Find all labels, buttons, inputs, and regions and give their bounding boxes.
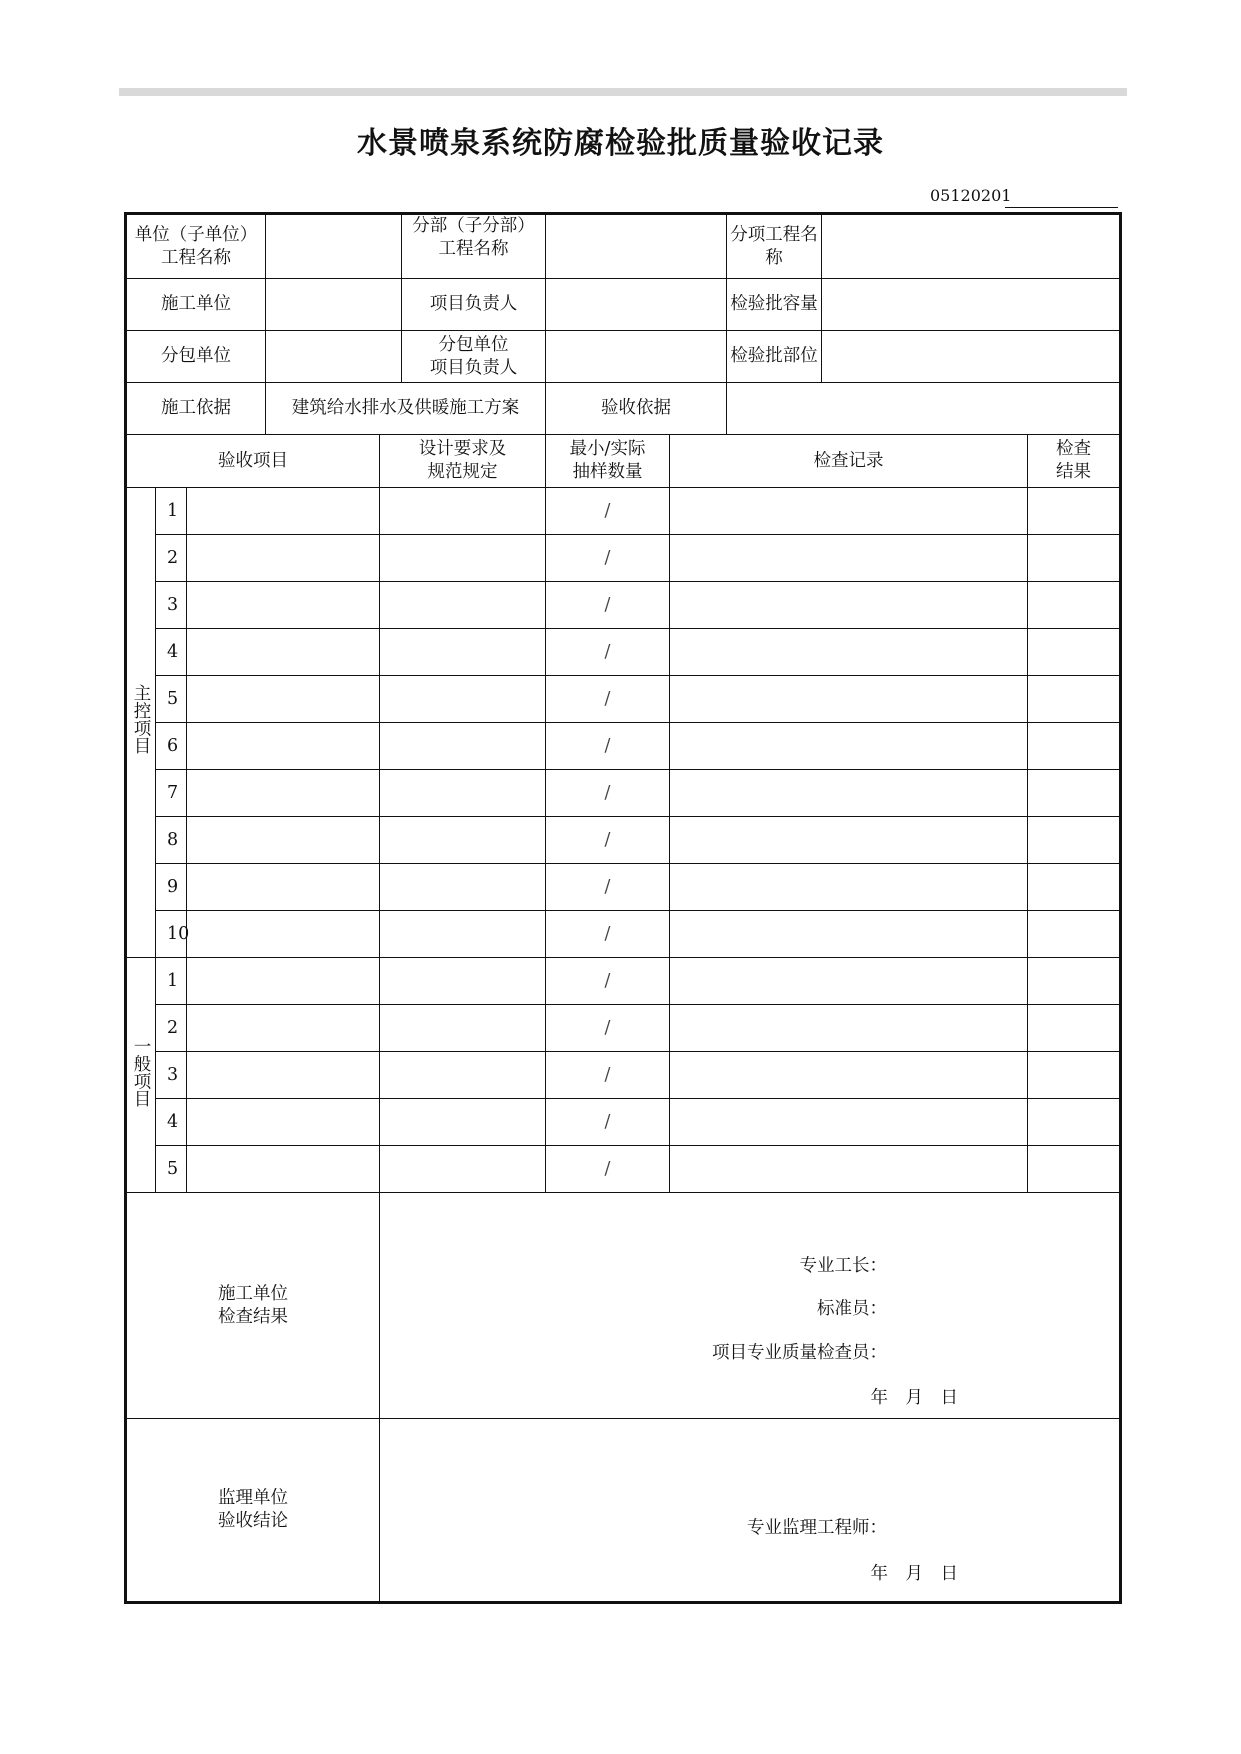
design-cell[interactable] (380, 864, 546, 911)
item-cell[interactable] (187, 676, 380, 723)
design-cell[interactable] (380, 582, 546, 629)
record-cell[interactable] (670, 911, 1028, 958)
result-cell[interactable] (1028, 958, 1121, 1005)
record-cell[interactable] (670, 770, 1028, 817)
sub-manager-label: 分包单位 项目负责人 (402, 331, 546, 383)
row-index: 8 (156, 817, 187, 864)
design-cell[interactable] (380, 676, 546, 723)
item-cell[interactable] (187, 535, 380, 582)
result-cell[interactable] (1028, 488, 1121, 535)
item-cell[interactable] (187, 864, 380, 911)
sample-cell[interactable]: / (546, 770, 670, 817)
row-index: 2 (156, 535, 187, 582)
design-cell[interactable] (380, 911, 546, 958)
item-cell[interactable] (187, 1052, 380, 1099)
table-row (126, 488, 1121, 535)
record-cell[interactable] (670, 629, 1028, 676)
result-cell[interactable] (1028, 1005, 1121, 1052)
result-cell[interactable] (1028, 723, 1121, 770)
sample-cell[interactable]: / (546, 1099, 670, 1146)
row-index: 3 (156, 582, 187, 629)
supervising-engineer-label: 专业监理工程师： (747, 1518, 887, 1538)
unit-project-value[interactable] (266, 214, 402, 279)
result-cell[interactable] (1028, 770, 1121, 817)
top-rule (119, 88, 1127, 96)
record-cell[interactable] (670, 488, 1028, 535)
column-item: 验收项目 (126, 435, 380, 488)
row-index: 1 (156, 958, 187, 1005)
inspection-form (124, 212, 1122, 1604)
sample-cell[interactable]: / (546, 629, 670, 676)
item-cell[interactable] (187, 911, 380, 958)
item-cell[interactable] (187, 958, 380, 1005)
result-cell[interactable] (1028, 864, 1121, 911)
record-cell[interactable] (670, 1146, 1028, 1193)
contractor-value[interactable] (266, 279, 402, 331)
unit-project-label: 单位（子单位） 工程名称 (126, 214, 266, 279)
design-cell[interactable] (380, 488, 546, 535)
form-code: 05120201 (930, 186, 1012, 205)
column-design: 设计要求及 规范规定 (380, 435, 546, 488)
result-cell[interactable] (1028, 582, 1121, 629)
table-row (126, 1005, 1121, 1052)
batch-location-label: 检验批部位 (727, 331, 822, 383)
foreman-label: 专业工长： (799, 1256, 887, 1276)
sample-cell[interactable]: / (546, 535, 670, 582)
row-index: 4 (156, 629, 187, 676)
sample-cell[interactable]: / (546, 1005, 670, 1052)
column-result: 检查 结果 (1028, 435, 1121, 488)
record-cell[interactable] (670, 535, 1028, 582)
supervisor-check-area[interactable] (380, 1419, 1121, 1603)
item-cell[interactable] (187, 582, 380, 629)
sample-cell[interactable]: / (546, 864, 670, 911)
form-code-underline (1005, 207, 1118, 208)
table-row (126, 1146, 1121, 1193)
construction-basis-value: 建筑给水排水及供暖施工方案 (266, 383, 546, 435)
contractor-check-area[interactable] (380, 1193, 1121, 1419)
result-cell[interactable] (1028, 535, 1121, 582)
result-cell[interactable] (1028, 629, 1121, 676)
construction-basis-label: 施工依据 (126, 383, 266, 435)
design-cell[interactable] (380, 1005, 546, 1052)
record-cell[interactable] (670, 1052, 1028, 1099)
sub-manager-value[interactable] (546, 331, 727, 383)
table-row (126, 1052, 1121, 1099)
row-index: 2 (156, 1005, 187, 1052)
row-index: 4 (156, 1099, 187, 1146)
table-row (126, 723, 1121, 770)
subcontractor-label: 分包单位 (126, 331, 266, 383)
design-cell[interactable] (380, 629, 546, 676)
design-cell[interactable] (380, 1099, 546, 1146)
row-index: 6 (156, 723, 187, 770)
contractor-date: 年 月 日 (870, 1388, 958, 1408)
sample-cell[interactable]: / (546, 958, 670, 1005)
project-manager-value[interactable] (546, 279, 727, 331)
table-row (126, 535, 1121, 582)
table-row (126, 629, 1121, 676)
row-index: 10 (156, 911, 187, 958)
sample-cell[interactable]: / (546, 817, 670, 864)
sample-cell[interactable]: / (546, 1146, 670, 1193)
batch-location-value[interactable] (822, 331, 1121, 383)
row-index: 3 (156, 1052, 187, 1099)
table-row (126, 958, 1121, 1005)
row-index: 1 (156, 488, 187, 535)
sample-cell[interactable]: / (546, 582, 670, 629)
record-cell[interactable] (670, 864, 1028, 911)
batch-capacity-label: 检验批容量 (727, 279, 822, 331)
record-cell[interactable] (670, 676, 1028, 723)
item-cell[interactable] (187, 488, 380, 535)
supervisor-date: 年 月 日 (870, 1564, 958, 1584)
result-cell[interactable] (1028, 1052, 1121, 1099)
sample-cell[interactable]: / (546, 723, 670, 770)
page-title: 水景喷泉系统防腐检验批质量验收记录 (357, 126, 884, 161)
record-cell[interactable] (670, 723, 1028, 770)
record-cell[interactable] (670, 582, 1028, 629)
table-row (126, 1099, 1121, 1146)
item-cell[interactable] (187, 723, 380, 770)
acceptance-basis-label: 验收依据 (546, 383, 727, 435)
item-cell[interactable] (187, 1099, 380, 1146)
acceptance-basis-value[interactable] (727, 383, 1121, 435)
item-cell[interactable] (187, 770, 380, 817)
batch-capacity-value[interactable] (822, 279, 1121, 331)
row-index: 7 (156, 770, 187, 817)
record-cell[interactable] (670, 817, 1028, 864)
item-cell[interactable] (187, 1005, 380, 1052)
table-row (126, 582, 1121, 629)
row-index: 5 (156, 1146, 187, 1193)
result-cell[interactable] (1028, 1099, 1121, 1146)
item-cell[interactable] (187, 1146, 380, 1193)
sample-cell[interactable]: / (546, 911, 670, 958)
table-row (126, 817, 1121, 864)
standard-officer-label: 标准员： (817, 1299, 887, 1319)
design-cell[interactable] (380, 535, 546, 582)
row-index: 9 (156, 864, 187, 911)
quality-inspector-label: 项目专业质量检查员： (712, 1343, 887, 1363)
supervisor-check-label: 监理单位 验收结论 (126, 1419, 380, 1603)
subcontractor-value[interactable] (266, 331, 402, 383)
result-cell[interactable] (1028, 817, 1121, 864)
result-cell[interactable] (1028, 911, 1121, 958)
sample-cell[interactable]: / (546, 1052, 670, 1099)
table-row (126, 770, 1121, 817)
record-cell[interactable] (670, 958, 1028, 1005)
subitem-label: 分项工程名称 (727, 214, 822, 279)
record-cell[interactable] (670, 1099, 1028, 1146)
result-cell[interactable] (1028, 676, 1121, 723)
contractor-label: 施工单位 (126, 279, 266, 331)
design-cell[interactable] (380, 723, 546, 770)
column-record: 检查记录 (670, 435, 1028, 488)
item-cell[interactable] (187, 629, 380, 676)
design-cell[interactable] (380, 817, 546, 864)
general-label: 一般项目 (126, 958, 156, 1193)
column-sample: 最小/实际 抽样数量 (546, 435, 670, 488)
record-cell[interactable] (670, 1005, 1028, 1052)
division-value[interactable] (546, 214, 727, 279)
design-cell[interactable] (380, 1052, 546, 1099)
subitem-value[interactable] (822, 214, 1121, 279)
table-row (126, 676, 1121, 723)
table-row (126, 864, 1121, 911)
result-cell[interactable] (1028, 1146, 1121, 1193)
row-index: 5 (156, 676, 187, 723)
division-label: 分部（子分部） 工程名称 (402, 214, 546, 279)
contractor-check-label: 施工单位 检查结果 (126, 1193, 380, 1419)
design-cell[interactable] (380, 958, 546, 1005)
project-manager-label: 项目负责人 (402, 279, 546, 331)
sample-cell[interactable]: / (546, 488, 670, 535)
sample-cell[interactable]: / (546, 676, 670, 723)
item-cell[interactable] (187, 817, 380, 864)
design-cell[interactable] (380, 770, 546, 817)
table-row (126, 911, 1121, 958)
main-control-label: 主控项目 (126, 488, 156, 958)
design-cell[interactable] (380, 1146, 546, 1193)
